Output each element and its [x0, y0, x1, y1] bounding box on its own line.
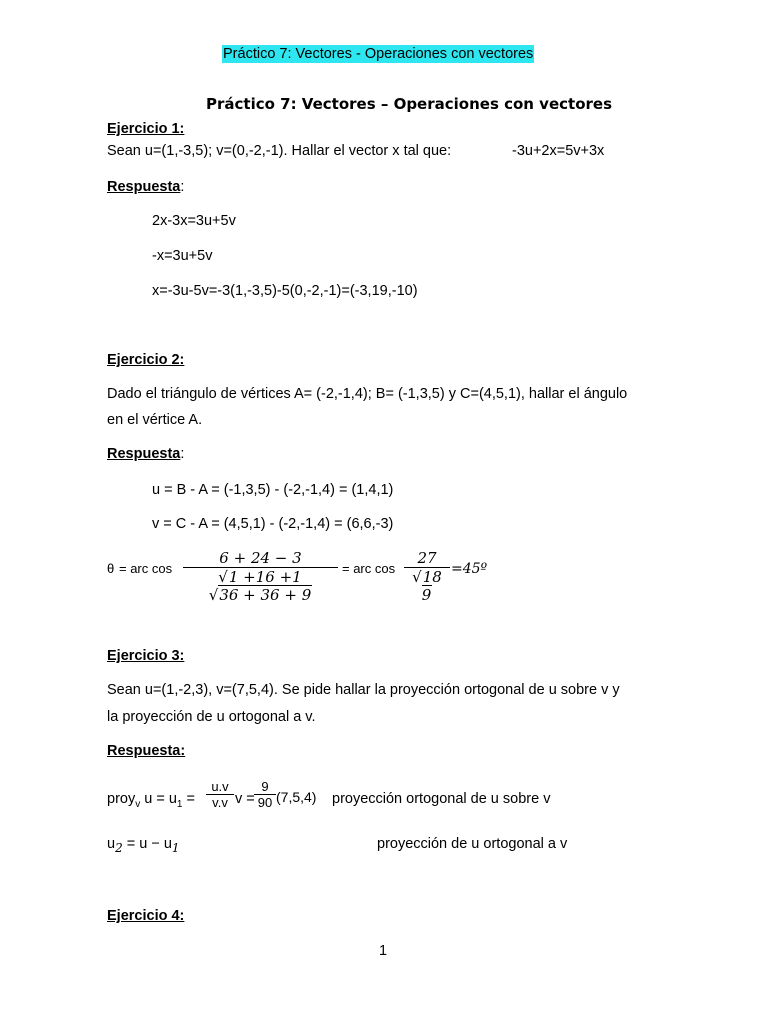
ej2-statement-line2: en el vértice A. [107, 412, 203, 428]
ej3-statement-line1: Sean u=(1,-2,3), v=(7,5,4). Se pide hallar la proyección ortogonal de u sobre v y [107, 682, 620, 698]
ej2-heading: Ejercicio 2: [107, 352, 185, 368]
ej1-step-2: -x=3u+5v [152, 248, 213, 264]
fraction-2 [404, 549, 450, 604]
document-title: Práctico 7: Vectores – Operaciones con vectores [206, 95, 613, 113]
theta-symbol: θ [107, 561, 115, 576]
proj-fraction-1: u.v v.v [206, 779, 234, 810]
ej2-step-1: u = B - A = (-1,3,5) - (-2,-1,4) = (1,4,1) [152, 482, 394, 498]
fraction-1-numerator: 6 + 24 − 3 [219, 549, 302, 567]
ej3-answer-label: Respuesta: [107, 743, 186, 759]
ej1-equation: -3u+2x=5v+3x [512, 143, 605, 159]
fraction-2-denominator: √18 9 [412, 568, 442, 604]
fraction-1-denominator: √1 +16 +1 √36 + 36 + 9 [208, 568, 312, 604]
ej1-statement: Sean u=(1,-3,5); v=(0,-2,-1). Hallar el vector x tal que: [107, 143, 452, 159]
highlighted-title: Práctico 7: Vectores - Operaciones con vectores [223, 46, 534, 62]
fraction-1 [183, 549, 338, 604]
arccos-label-1: = arc cos [119, 561, 173, 576]
header-title [222, 46, 534, 62]
ej2-answer-label: Respuesta: [107, 446, 185, 462]
u2-expression: $u_2 = u - u_1$ [107, 836, 180, 855]
ej1-heading: Ejercicio 1: [107, 121, 185, 137]
page-number: 1 [379, 943, 388, 959]
proy-label: proy$_v$ $u = u_1$ = [107, 791, 195, 810]
ej1-answer-label: Respuesta: [107, 179, 185, 195]
ej1-step-1: 2x-3x=3u+5v [152, 213, 236, 229]
fraction-2-numerator: 27 [417, 549, 437, 567]
angle-result: =45º [451, 561, 488, 577]
ej4-heading: Ejercicio 4: [107, 908, 185, 924]
ej2-step-2: v = C - A = (4,5,1) - (-2,-1,4) = (6,6,-3) [152, 516, 394, 532]
arccos-label-2: = arc cos [342, 561, 396, 576]
proj-description: proyección ortogonal de u sobre v [332, 791, 551, 807]
ej2-statement-line1: Dado el triángulo de vértices A= (-2,-1,4); B= (-1,3,5) y C=(4,5,1), hallar el ángulo [107, 386, 628, 402]
u2-description: proyección de u ortogonal a v [377, 836, 568, 852]
ej3-heading: Ejercicio 3: [107, 648, 185, 664]
proj-vector: (7,5,4) [276, 789, 317, 805]
proj-fraction-2: 9 90 [254, 779, 276, 810]
proj-v-eq: v = [235, 791, 255, 807]
ej3-statement-line2: la proyección de u ortogonal a v. [107, 709, 316, 725]
ej1-step-3: x=-3u-5v=-3(1,-3,5)-5(0,-2,-1)=(-3,19,-10) [152, 283, 418, 299]
